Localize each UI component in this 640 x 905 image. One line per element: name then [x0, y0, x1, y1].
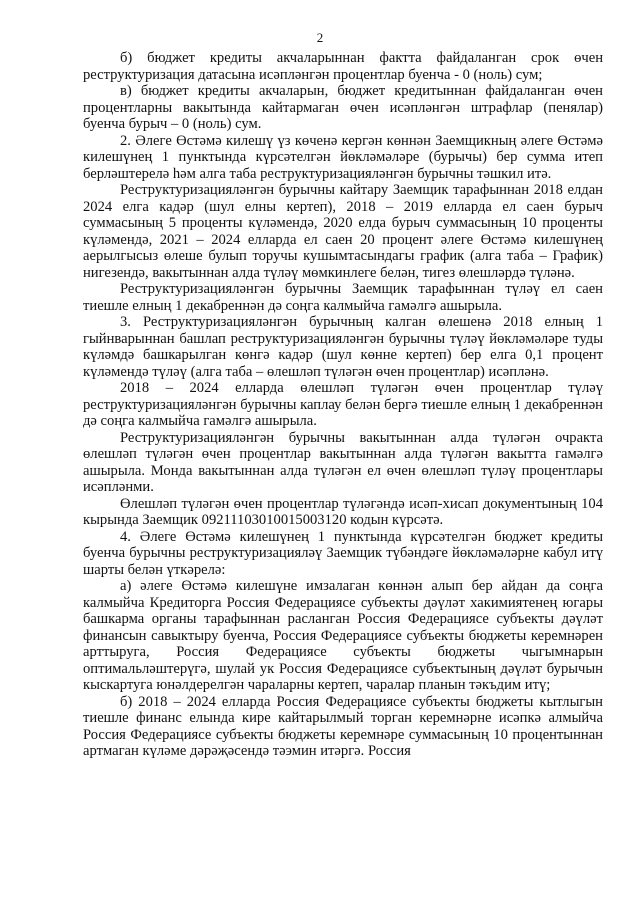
document-body	[83, 50, 603, 760]
paragraph-interest-payment: 2018 – 2024 елларда өлешләп түләгән өчен процентлар түләү реструктуризацияләнгән бурычны каплау белән бергә тиешле елның 1 декабреннән дә соңга калмыйча гамәлгә ашырыла.	[83, 380, 603, 429]
paragraph-b2: б) 2018 – 2024 елларда Россия Федерациясе субъекты бюджеты кытлыгын тиешле финанс елында кире кайтарылмый торган керемнәрне исәпкә алмыйча Россия Федерациясе субъекты бюджеты керемнәре суммасының 10 процентыннан артмаган күләме дәрәҗәсендә тәэмин итәргә. Россия	[83, 693, 603, 759]
page-number: 2	[316, 30, 324, 45]
paragraph-payment-code: Өлешләп түләгән өчен процентлар түләгәндә исәп-хисап документының 104 кырында Заемщик 09211103010015003120 кодын күрсәтә.	[83, 495, 603, 528]
paragraph-clause-3: 3. Реструктуризацияләнгән бурычның калган өлешенә 2018 елның 1 гыйнварыннан башлап реструктуризацияләнгән бурычны түләү йөкләмәләре туды күләмдә башкарылган көнгә кадәр (шул көнне кертеп) бер елга 0,1 процент күләмендә түләү (алга таба – өлешләп түләгән өчен процентлар) исәпләнә.	[83, 314, 603, 380]
paragraph-a: а) әлеге Өстәмә килешүне имзалаган көннән алып бер айдан да соңга калмыйча Кредиторга Россия Федерациясе субъекты дәүләт хакимиятенең югары башкарма органы тарафыннан расланган Россия Федерациясе субъекты дәүләт финансын савыктыру буенча, Россия Федерациясе субъекты бюджеты керемнәрен арттыруга, Россия Федерациясе субъекты бюджеты чыгымнарын оптимальләштерүгә, шулай ук Россия Федерациясе субъектының дәүләт бурычын кыскартуга юнәлдерелгән чараларны кертеп, чаралар планын тәкъдим итү;	[83, 578, 603, 693]
paragraph-clause-4: 4. Әлеге Өстәмә килешүнең 1 пунктында күрсәтелгән бюджет кредиты буенча бурычны реструктуризацияләү Заемщик түбәндәге йөкләмәләрне кабул итү шарты белән үткәрелә:	[83, 528, 603, 578]
paragraph-v: в) бюджет кредиты акчаларын, бюджет кредитыннан файдаланган өчен процентларны вакытында кайтармаган өчен исәпләнгән штрафлар (пенялар) буенча бурыч – 0 (ноль) сум.	[83, 83, 603, 132]
paragraph-early-repayment: Реструктуризацияләнгән бурычны вакытыннан алда түләгән очракта өлешләп түләгән өчен процентлар вакытыннан алда түләгән вакытта гамәлгә ашырыла. Монда вакытыннан алда түләгән ел өчен өлешләп түләү процентлары исәпләнми.	[83, 429, 603, 495]
paragraph-clause-2: 2. Әлеге Өстәмә килешү үз көченә кергән көннән Заемщикның әлеге Өстәмә килешүнең 1 пунктында күрсәтелгән йөкләмәләре (бурычы) бер сумма итеп берләштерелә һәм алга таба реструктуризацияләнгән бурычны тәшкил итә.	[83, 132, 603, 182]
paragraph-repayment-schedule: Реструктуризацияләнгән бурычны кайтару Заемщик тарафыннан 2018 елдан 2024 елга кадәр (шул елны кертеп), 2018 – 2019 елларда ел саен бурыч суммасының 5 проценты күләмендә, 2020 елда бурыч суммасының 10 проценты күләмендә, 2021 – 2024 елларда ел саен 20 процент әлеге Өстәмә килешүнең аерылгысыз өлеше булып торучы кушымтасындагы график (алга таба – График) нигезендә, вакытыннан алда түләү мөмкинлеге белән, тигез өлешләрдә түләнә.	[83, 182, 603, 281]
paragraph-b: б) бюджет кредиты акчаларыннан фактта файдаланган срок өчен реструктуризация датасына исәпләнгән процентлар буенча - 0 (ноль) сум;	[83, 50, 603, 83]
paragraph-annual-payment: Реструктуризацияләнгән бурычны Заемщик тарафыннан түләү ел саен тиешле елның 1 декабреннән дә соңга калмыйча гамәлгә ашырыла.	[83, 281, 603, 314]
